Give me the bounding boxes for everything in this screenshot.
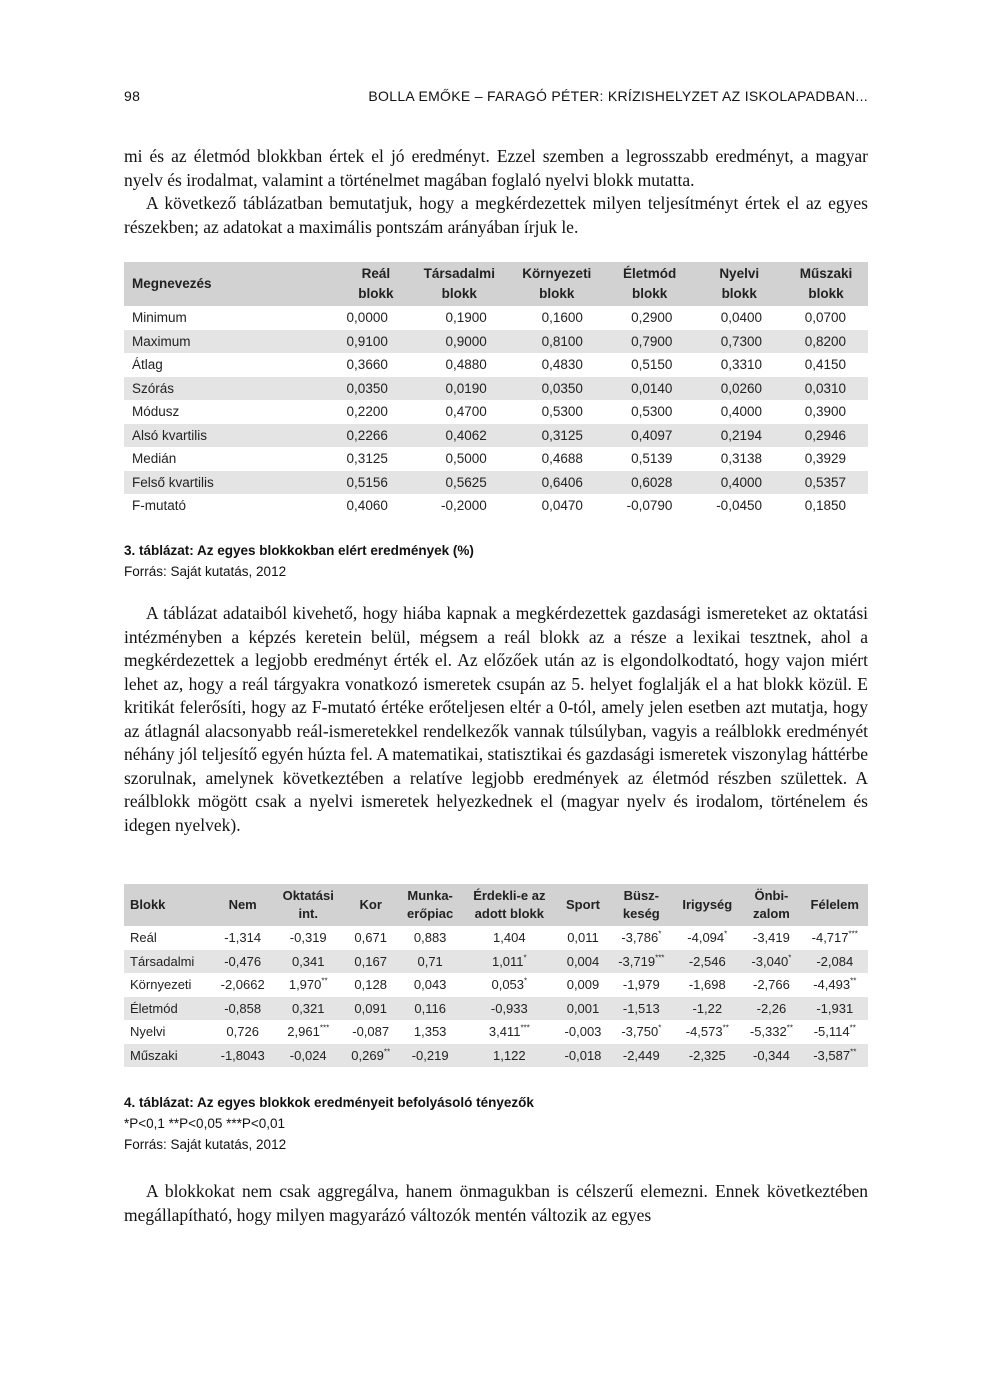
cell-value: -0,344 [752,1047,790,1063]
table-cell [557,1020,610,1044]
table-cell [273,950,343,974]
cell-value: 0,004 [566,953,600,969]
table-cell: 0,7900 [605,330,695,354]
cell-value: -1,513 [622,1000,660,1016]
cell-value: 1,970 [288,977,322,992]
row-label: Reál [124,926,212,950]
table-3-title: 3. táblázat: Az egyes blokkokban elért eredmények (%) [124,543,474,558]
table-cell [212,950,273,974]
significance-marker: * [658,929,662,939]
table-4-source: Forrás: Saját kutatás, 2012 [124,1137,287,1152]
table-cell [273,973,343,997]
table-cell [609,997,673,1021]
cell-value: 0,001 [566,1000,600,1016]
table-cell [398,973,462,997]
cell-value: 1,353 [413,1024,447,1039]
intro-text [124,145,868,239]
significance-marker: * [658,1023,662,1033]
cell-value: 3,411 [488,1024,521,1039]
table-cell [802,1044,868,1068]
cell-value: -2,26 [756,1000,787,1016]
significance-marker: ** [383,1047,391,1057]
table-cell: 0,8200 [784,330,868,354]
table-cell: -0,0450 [694,494,784,518]
cell-value: -0,476 [224,953,262,969]
table-cell: 0,5357 [784,471,868,495]
table-4 [124,884,868,1067]
cell-value: -0,858 [224,1000,262,1016]
table-cell: 0,5300 [605,400,695,424]
table-row [124,997,868,1021]
row-label: Módusz [124,400,286,424]
cell-value: -4,493 [813,977,851,992]
table-row [124,494,868,518]
table-cell [609,926,673,950]
table-4-header-cell: Munka- erőpiac [398,884,462,926]
table-cell: 0,5156 [286,471,410,495]
table-cell: 0,5000 [410,447,509,471]
table-cell [557,973,610,997]
table-cell [609,950,673,974]
row-label: Alsó kvartilis [124,424,286,448]
table-3-header-row [124,262,868,306]
cell-value: 0,009 [566,977,600,992]
table-cell [802,950,868,974]
table-cell: 0,0350 [286,377,410,401]
significance-marker: * [524,976,528,986]
table-cell: 0,3900 [784,400,868,424]
table-cell: 0,6028 [605,471,695,495]
table-4-header-row [124,884,868,926]
cell-value: -1,22 [692,1000,723,1016]
table-row [124,926,868,950]
table-row [124,950,868,974]
table-3-header-cell: Környezeti blokk [509,262,605,306]
paragraph-4: A blokkokat nem csak aggregálva, hanem önmagukban is célszerű elemezni. Ennek következtében megállapítható, hogy milyen magyarázó változók mentén változik az egyes [124,1181,868,1225]
cell-value: 0,71 [417,953,443,969]
cell-value: -5,332 [749,1024,787,1039]
table-cell [462,1044,557,1068]
table-cell: 0,7300 [694,330,784,354]
table-row [124,400,868,424]
table-row [124,1044,868,1068]
row-label: Nyelvi [124,1020,212,1044]
table-4-header-cell: Nem [212,884,273,926]
table-4-header-cell: Irigység [673,884,741,926]
table-cell [343,973,398,997]
cell-value: -0,087 [352,1024,390,1039]
cell-value: -1,931 [816,1000,854,1016]
cell-value: -2,0662 [220,977,265,992]
cell-value: -1,979 [622,977,660,992]
table-cell: 0,5150 [605,353,695,377]
row-label: Szórás [124,377,286,401]
cell-value: 1,404 [493,930,526,945]
significance-marker: ** [321,976,328,986]
cell-value: -4,573 [685,1024,723,1039]
table-cell [343,926,398,950]
cell-value: -2,325 [688,1047,726,1063]
table-cell: 0,1600 [509,306,605,330]
table-row [124,1020,868,1044]
table-4-caption [124,1092,534,1155]
table-cell: 0,2946 [784,424,868,448]
cell-value: -4,717 [811,930,849,945]
table-cell [212,926,273,950]
table-cell [273,997,343,1021]
cell-value: -2,449 [622,1047,660,1063]
table-cell [398,1044,462,1068]
cell-value: -3,587 [813,1047,851,1063]
table-4-header-cell: Félelem [802,884,868,926]
table-cell [462,997,557,1021]
cell-value: 0,269 [351,1047,384,1063]
cell-value: 0,043 [413,977,447,992]
table-4-significance-note: *P<0,1 **P<0,05 ***P<0,01 [124,1116,286,1131]
cell-value: 2,961 [287,1024,320,1039]
cell-value: 1,011 [491,953,524,969]
running-title: BOLLA EMŐKE – FARAGÓ PÉTER: KRÍZISHELYZET AZ ISKOLAPADBAN... [368,88,868,104]
cell-value: -5,114 [813,1024,850,1039]
table-cell [609,1020,673,1044]
table-cell: 0,8100 [509,330,605,354]
table-cell [557,950,610,974]
analysis-text [124,602,868,837]
cell-value: 1,122 [493,1047,526,1063]
cell-value: -0,933 [490,1000,528,1016]
table-cell: 0,4150 [784,353,868,377]
significance-marker: ** [786,1023,793,1033]
table-cell [741,1044,801,1068]
paragraph-1: mi és az életmód blokkban értek el jó eredményt. Ezzel szemben a legrosszabb eredményt, a magyar nyelv és irodalmat, valamint a történelmet magában foglaló nyelvi blokk mutatta. [124,146,868,190]
table-cell: 0,3660 [286,353,410,377]
row-label: Felső kvartilis [124,471,286,495]
table-cell [462,1020,557,1044]
table-row [124,377,868,401]
cell-value: -0,018 [564,1047,602,1063]
cell-value: -3,040 [751,953,789,969]
table-cell: 0,4880 [410,353,509,377]
significance-marker: ** [850,1047,857,1057]
table-cell: 0,3310 [694,353,784,377]
table-row [124,973,868,997]
cell-value: -0,003 [564,1024,602,1039]
table-3-header-cell: Nyelvi blokk [694,262,784,306]
table-4-header-cell: Önbi- zalom [741,884,801,926]
table-cell [212,1044,273,1068]
table-row [124,306,868,330]
table-cell [462,973,557,997]
table-cell [802,926,868,950]
table-cell [741,1020,801,1044]
table-cell [557,1044,610,1068]
row-label: Életmód [124,997,212,1021]
table-cell: 0,4062 [410,424,509,448]
cell-value: -3,419 [752,930,790,945]
table-cell: 0,0400 [694,306,784,330]
table-3-header-cell: Társadalmi blokk [410,262,509,306]
table-cell: 0,4000 [694,400,784,424]
table-cell: 0,0190 [410,377,509,401]
table-cell: 0,5625 [410,471,509,495]
significance-marker: ** [850,976,857,986]
table-cell: 0,0310 [784,377,868,401]
table-cell [462,950,557,974]
significance-marker: *** [655,953,665,963]
table-3-header-cell: Életmód blokk [605,262,695,306]
significance-marker: * [724,929,728,939]
cell-value: -2,546 [688,953,726,969]
table-cell [343,950,398,974]
cell-value: 0,321 [291,1000,325,1016]
table-4-header-cell: Kor [343,884,398,926]
table-cell [802,973,868,997]
table-cell: 0,0350 [509,377,605,401]
table-cell [673,1020,741,1044]
table-3-body [124,306,868,518]
table-cell: 0,3138 [694,447,784,471]
row-label: Átlag [124,353,286,377]
cell-value: 0,053 [491,977,525,992]
table-cell [462,926,557,950]
table-cell: 0,0470 [509,494,605,518]
table-cell [741,997,801,1021]
table-cell [557,997,610,1021]
table-3-header-cell: Megnevezés [124,262,286,306]
table-cell: 0,5139 [605,447,695,471]
significance-marker: *** [520,1023,530,1033]
row-label: Műszaki [124,1044,212,1068]
significance-marker: * [523,953,527,963]
table-row [124,424,868,448]
table-cell [273,926,343,950]
cell-value: -3,719 [618,953,656,969]
table-row [124,330,868,354]
table-3-header-cell: Reál blokk [286,262,410,306]
table-cell: 0,9000 [410,330,509,354]
table-cell: 0,0260 [694,377,784,401]
cell-value: 0,671 [354,930,387,945]
table-cell: 0,4000 [694,471,784,495]
table-3-header-cell: Műszaki blokk [784,262,868,306]
table-cell [741,973,801,997]
row-label: Medián [124,447,286,471]
table-cell: -0,2000 [410,494,509,518]
table-cell [802,997,868,1021]
row-label: Környezeti [124,973,212,997]
cell-value: -1,698 [688,977,726,992]
cell-value: -3,750 [621,1024,659,1039]
row-label: F-mutató [124,494,286,518]
table-cell [398,1020,462,1044]
table-cell: 0,2900 [605,306,695,330]
table-4-header-cell: Érdekli-e az adott blokk [462,884,557,926]
cell-value: -4,094 [687,930,725,945]
table-cell: 0,2200 [286,400,410,424]
table-cell [212,997,273,1021]
table-cell: 0,3125 [286,447,410,471]
table-cell: 0,4688 [509,447,605,471]
cell-value: 0,116 [414,1000,446,1016]
table-cell: 0,1900 [410,306,509,330]
table-cell [273,1020,343,1044]
page-header [124,84,868,106]
table-row [124,471,868,495]
table-cell: 0,4097 [605,424,695,448]
table-cell [343,1020,398,1044]
cell-value: 0,341 [291,953,325,969]
table-cell [343,997,398,1021]
significance-marker: * [788,953,792,963]
table-cell [741,950,801,974]
cell-value: 0,091 [354,1000,387,1016]
row-label: Minimum [124,306,286,330]
table-3-source: Forrás: Saját kutatás, 2012 [124,564,287,579]
table-cell: -0,0790 [605,494,695,518]
table-cell [212,973,273,997]
table-cell: 0,0700 [784,306,868,330]
table-4-header-cell: Blokk [124,884,212,926]
table-cell [673,950,741,974]
table-cell [609,1044,673,1068]
table-cell [273,1044,343,1068]
table-row [124,447,868,471]
table-cell [343,1044,398,1068]
table-cell [802,1020,868,1044]
table-cell [741,926,801,950]
row-label: Maximum [124,330,286,354]
table-cell [398,950,462,974]
cell-value: -0,024 [289,1047,327,1063]
paragraph-2: A következő táblázatban bemutatjuk, hogy a megkérdezettek milyen teljesítményt értek el az egyes részekben; az adatokat a maximális pontszám arányában írjuk le. [124,193,868,237]
table-cell: 0,1850 [784,494,868,518]
table-cell: 0,0140 [605,377,695,401]
cell-value: 0,726 [226,1024,259,1039]
row-label: Társadalmi [124,950,212,974]
table-4-title: 4. táblázat: Az egyes blokkok eredményeit befolyásoló tényezők [124,1095,534,1110]
table-cell [398,926,462,950]
table-cell: 0,9100 [286,330,410,354]
cell-value: 0,128 [354,977,387,992]
table-cell [398,997,462,1021]
table-row [124,353,868,377]
table-cell: 0,3125 [509,424,605,448]
table-4-header-cell: Oktatási int. [273,884,343,926]
table-cell: 0,4700 [410,400,509,424]
cell-value: 0,011 [567,930,599,945]
table-cell: 0,5300 [509,400,605,424]
table-cell [673,973,741,997]
table-cell [212,1020,273,1044]
significance-marker: *** [319,1023,330,1033]
table-3-caption [124,540,474,582]
significance-marker: ** [722,1023,729,1033]
table-cell [609,973,673,997]
paragraph-3: A táblázat adataiból kivehető, hogy hiába kapnak a megkérdezettek gazdasági ismereteket az oktatási intézményben a képzés keretein belül, mégsem a reál blokk az a része a lexikai tesztnek, ahol a megkérdezettek a legjobb eredményt érték el. Az előzőek után az is elgondolkodtató, hogy vajon miért lehet az, hogy a reál tárgyakra vonatkozó ismeretek csupán az 5. helyet foglalják el a hat blokk közül. E kritikát felerősíti, hogy az F-mutató értéke erőteljesen eltér a 0-tól, amely jelen esetben azt mutatja, hogy az átlagnál alacsonyabb reál-ismeretekkel rendelkezők vannak túlsúlyban, vagyis a reálblokk eredményét néhány jól teljesítő egyén húzta fel. A matematikai, statisztikai és gazdasági ismeretek viszonylag háttérbe szorulnak, amelynek következtében a relatíve legjobb eredmények az életmód részben születtek. A reálblokk mögött csak a nyelvi ismeretek helyezkednek el (magyar nyelv és irodalom, történelem és idegen nyelvek). [124,603,868,835]
closing-text [124,1180,868,1227]
table-cell: 0,0000 [286,306,410,330]
table-cell [557,926,610,950]
significance-marker: ** [849,1023,856,1033]
table-cell [673,997,741,1021]
table-4-body [124,926,868,1067]
table-cell: 0,4060 [286,494,410,518]
cell-value: -1,8043 [220,1047,265,1063]
table-cell [673,1044,741,1068]
table-cell: 0,3929 [784,447,868,471]
cell-value: -3,786 [621,930,659,945]
table-cell: 0,2194 [694,424,784,448]
cell-value: 0,883 [413,930,447,945]
cell-value: 0,167 [354,953,387,969]
page-number: 98 [124,88,141,104]
cell-value: -0,219 [411,1047,449,1063]
table-4-header-cell: Büsz- keség [609,884,673,926]
table-cell: 0,2266 [286,424,410,448]
table-cell [673,926,741,950]
cell-value: -2,766 [752,977,790,992]
table-cell: 0,6406 [509,471,605,495]
table-cell: 0,4830 [509,353,605,377]
cell-value: -0,319 [289,930,327,945]
cell-value: -1,314 [224,930,262,945]
table-4-header-cell: Sport [557,884,610,926]
significance-marker: *** [848,929,858,939]
cell-value: -2,084 [816,953,854,969]
table-3 [124,262,868,518]
